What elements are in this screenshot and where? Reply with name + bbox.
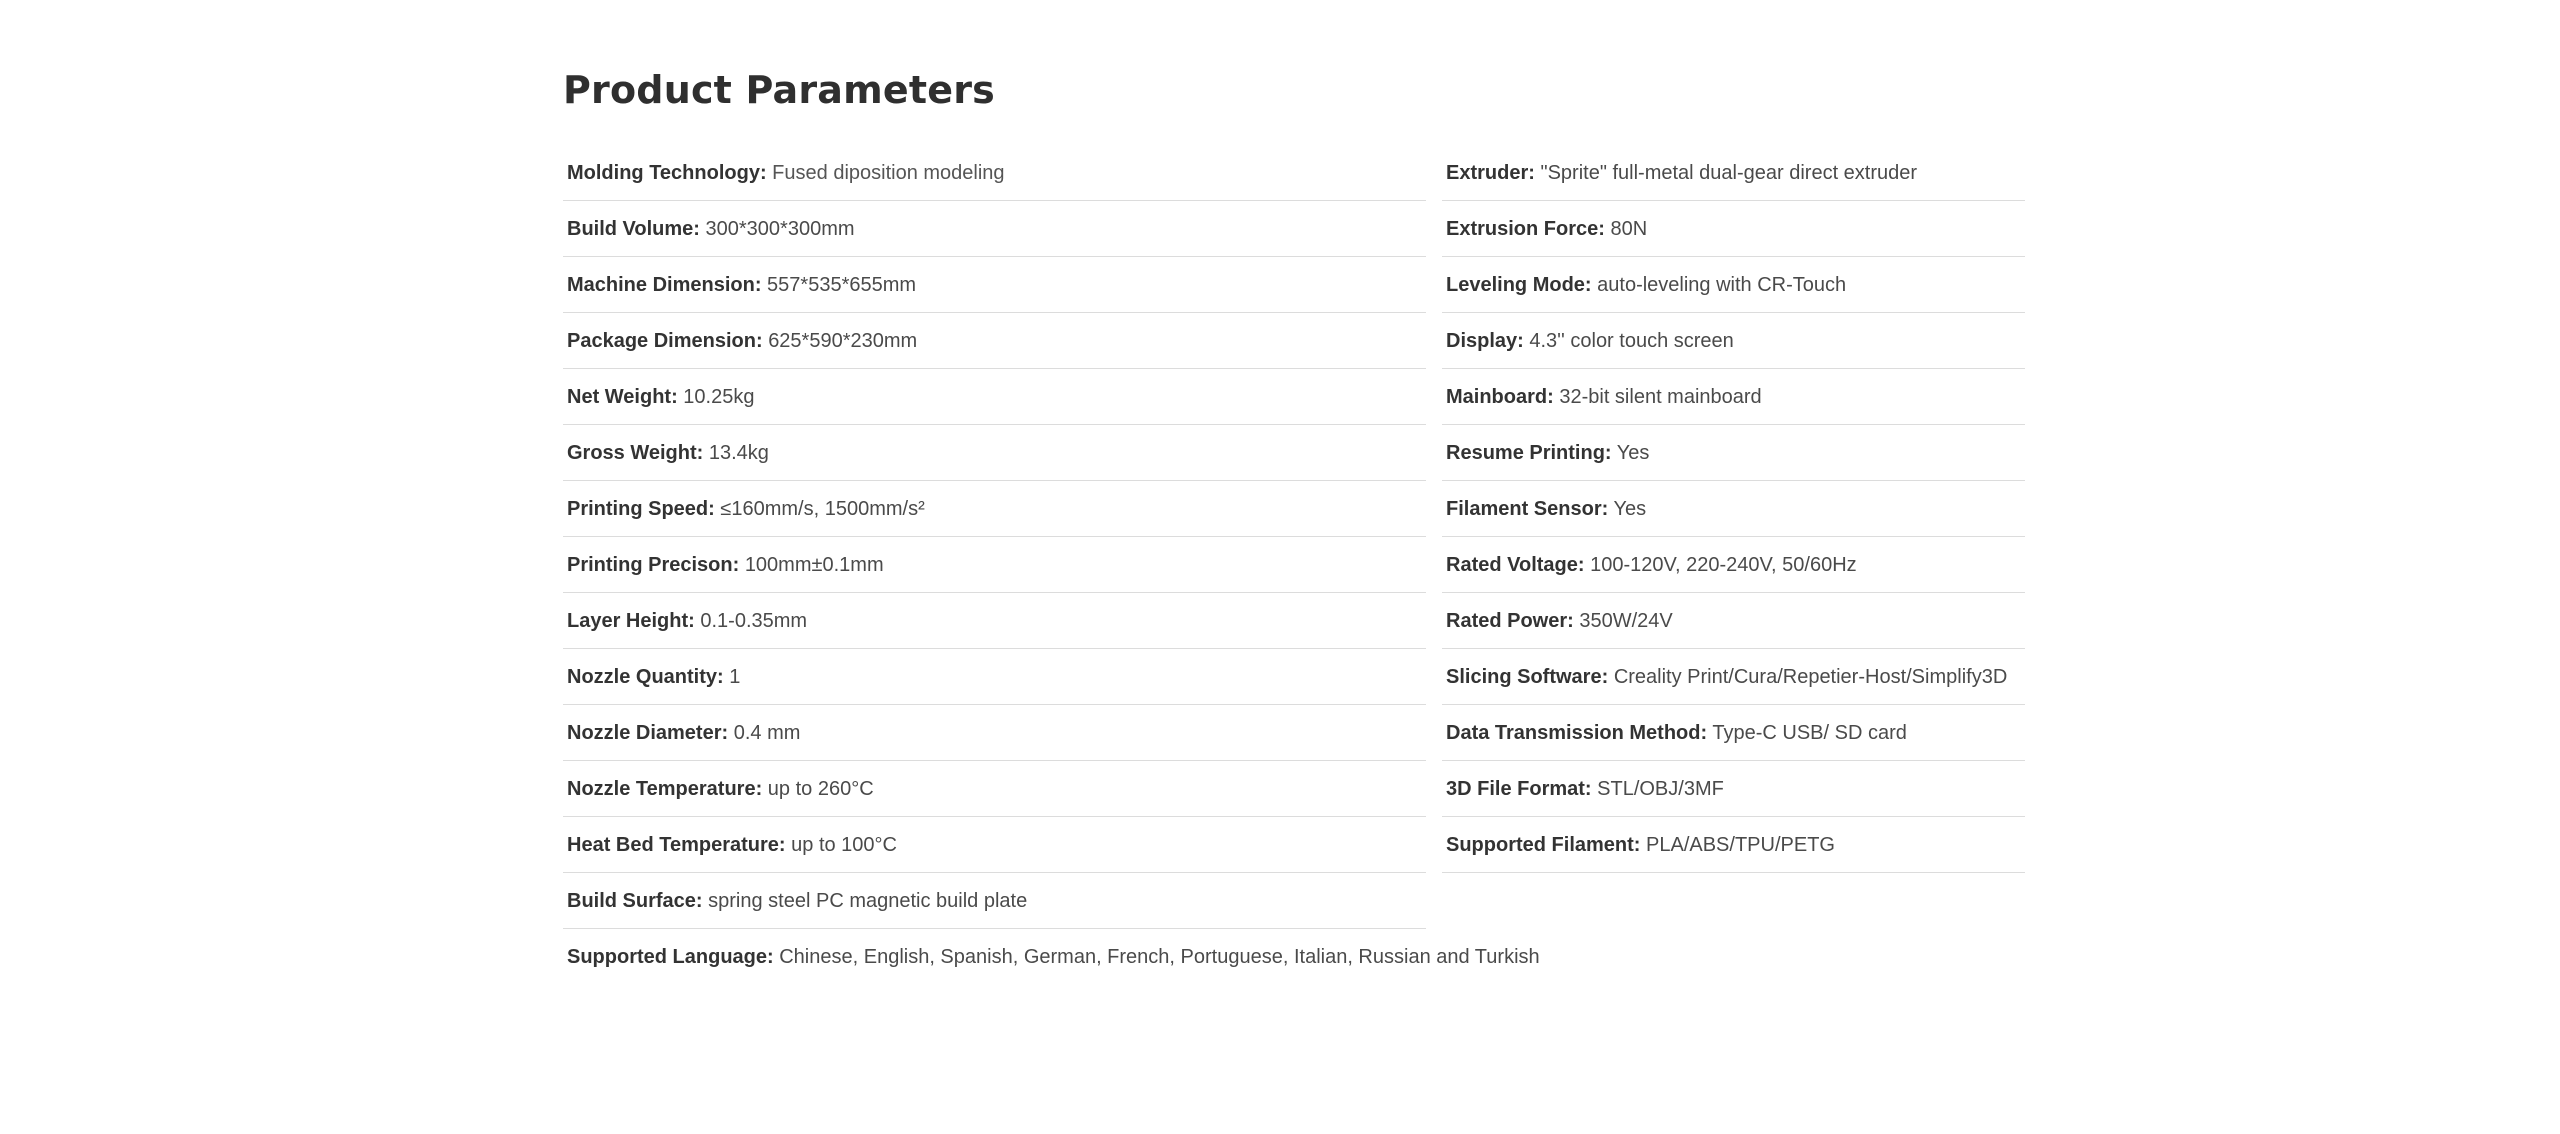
parameter-label: Build Volume: — [567, 218, 700, 240]
parameter-label: Gross Weight: — [567, 442, 704, 464]
parameter-row — [1442, 257, 2025, 313]
parameter-value: PLA/ABS/TPU/PETG — [1646, 834, 1835, 856]
parameter-row — [563, 313, 1426, 369]
parameter-value: 100-120V, 220-240V, 50/60Hz — [1590, 554, 1857, 576]
parameter-row — [563, 201, 1426, 257]
parameter-value: 350W/24V — [1579, 610, 1673, 632]
parameter-row — [1442, 537, 2025, 593]
parameter-label: Printing Speed: — [567, 498, 715, 520]
parameter-value: 557*535*655mm — [767, 274, 917, 296]
parameter-value: 300*300*300mm — [705, 218, 855, 240]
parameter-row — [1442, 369, 2025, 425]
parameter-label: 3D File Format: — [1446, 778, 1592, 800]
parameter-row — [1442, 817, 2025, 873]
parameter-value: Yes — [1616, 442, 1650, 464]
parameter-label: Supported Filament: — [1446, 834, 1641, 856]
parameter-value: 13.4kg — [708, 442, 769, 464]
parameter-value: ≤160mm/s, 1500mm/s² — [720, 498, 925, 520]
parameter-value: 1 — [729, 666, 741, 688]
parameter-label: Build Surface: — [567, 890, 703, 912]
parameter-row — [563, 481, 1426, 537]
parameter-label: Mainboard: — [1446, 386, 1554, 408]
parameter-label: Machine Dimension: — [567, 274, 762, 296]
parameter-value: 32-bit silent mainboard — [1559, 386, 1762, 408]
parameter-label: Molding Technology: — [567, 162, 767, 184]
parameter-value: 0.1-0.35mm — [700, 610, 808, 632]
parameter-value: auto-leveling with CR-Touch — [1597, 274, 1847, 296]
parameter-value: 100mm±0.1mm — [744, 554, 884, 576]
parameter-row — [1442, 201, 2025, 257]
parameter-label: Rated Power: — [1446, 610, 1574, 632]
parameter-label: Data Transmission Method: — [1446, 722, 1708, 744]
parameter-value: 625*590*230mm — [768, 330, 918, 352]
parameter-row — [563, 649, 1426, 705]
parameter-label: Supported Language: — [567, 946, 774, 968]
section-title: Product Parameters — [563, 68, 995, 112]
parameter-value: 10.25kg — [683, 386, 755, 408]
parameter-label: Nozzle Temperature: — [567, 778, 763, 800]
parameter-label: Filament Sensor: — [1446, 498, 1609, 520]
parameter-value: spring steel PC magnetic build plate — [708, 890, 1028, 912]
parameter-value: 80N — [1610, 218, 1648, 240]
parameter-value: Type-C USB/ SD card — [1712, 722, 1907, 744]
parameter-value: Yes — [1613, 498, 1647, 520]
parameter-row — [563, 257, 1426, 313]
parameter-value: "Sprite" full-metal dual-gear direct extruder — [1540, 162, 1918, 184]
parameter-label: Package Dimension: — [567, 330, 763, 352]
parameter-label: Net Weight: — [567, 386, 678, 408]
parameter-row — [563, 369, 1426, 425]
parameter-label: Display: — [1446, 330, 1524, 352]
parameter-row — [563, 873, 1426, 929]
right-parameter-column — [1442, 145, 2025, 873]
parameter-label: Rated Voltage: — [1446, 554, 1585, 576]
parameter-value: Fused diposition modeling — [772, 162, 1005, 184]
parameter-row — [563, 929, 1540, 985]
parameter-row — [563, 145, 1426, 201]
parameter-value: up to 260°C — [767, 778, 874, 800]
parameter-row — [1442, 145, 2025, 201]
parameter-row — [1442, 705, 2025, 761]
parameter-row — [1442, 425, 2025, 481]
parameter-row — [563, 537, 1426, 593]
parameter-row — [1442, 761, 2025, 817]
parameter-row — [1442, 481, 2025, 537]
parameter-label: Slicing Software: — [1446, 666, 1609, 688]
parameter-row — [1442, 649, 2025, 705]
parameter-label: Layer Height: — [567, 610, 695, 632]
parameter-value: STL/OBJ/3MF — [1597, 778, 1724, 800]
parameter-label: Printing Precison: — [567, 554, 740, 576]
parameter-row — [563, 761, 1426, 817]
parameter-label: Extrusion Force: — [1446, 218, 1605, 240]
parameter-label: Nozzle Diameter: — [567, 722, 729, 744]
parameter-row — [563, 593, 1426, 649]
parameter-value: up to 100°C — [791, 834, 897, 856]
parameter-label: Leveling Mode: — [1446, 274, 1592, 296]
parameter-value: Chinese, English, Spanish, German, French, Portuguese, Italian, Russian and Turkish — [779, 946, 1540, 968]
parameter-row — [1442, 313, 2025, 369]
parameter-label: Resume Printing: — [1446, 442, 1612, 464]
parameter-value: 0.4 mm — [733, 722, 801, 744]
parameter-row — [563, 425, 1426, 481]
parameter-row — [563, 705, 1426, 761]
parameter-value: Creality Print/Cura/Repetier-Host/Simplify3D — [1613, 666, 2008, 688]
parameter-label: Heat Bed Temperature: — [567, 834, 786, 856]
parameter-label: Nozzle Quantity: — [567, 666, 724, 688]
parameter-value: 4.3'' color touch screen — [1529, 330, 1734, 352]
parameter-row — [563, 817, 1426, 873]
parameter-row — [1442, 593, 2025, 649]
parameter-label: Extruder: — [1446, 162, 1535, 184]
